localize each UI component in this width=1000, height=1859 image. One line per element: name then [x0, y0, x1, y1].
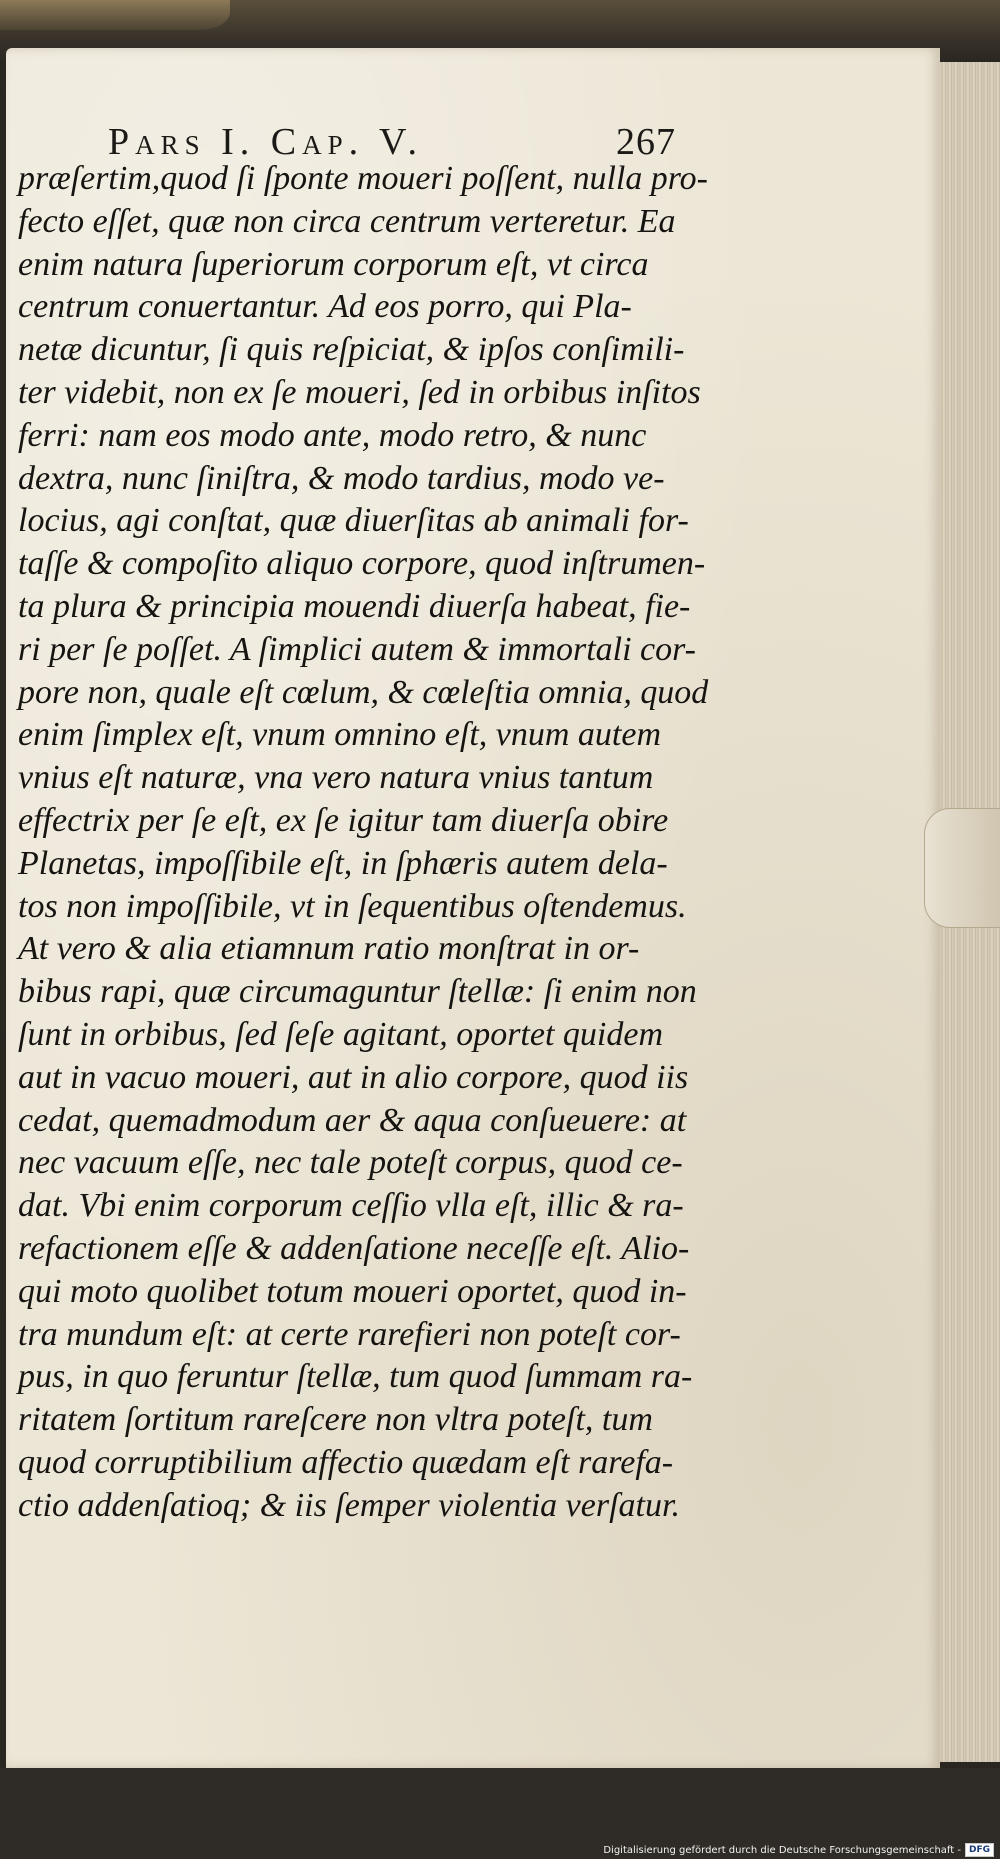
- text-line: ſunt in orbibus, ſed ſeſe agitant, oportet quidem: [18, 1015, 664, 1053]
- running-title: Pars I. Cap. V.: [108, 121, 424, 163]
- page-tab-marker: [924, 808, 1000, 928]
- text-line: qui moto quolibet totum moueri oportet, quod in-: [18, 1272, 687, 1310]
- digitization-note: Digitalisierung gefördert durch die Deutsche Forschungsgemeinschaft -: [603, 1844, 961, 1856]
- text-line: præſertim,quod ſi ſponte moueri poſſent, nulla pro-: [18, 160, 708, 197]
- text-line: ctio addenſatioq; & iis ſemper violentia verſatur.: [18, 1486, 680, 1524]
- text-line: cedat, quemadmodum aer & aqua conſueuere: at: [18, 1101, 687, 1139]
- text-line: fecto eſſet, quæ non circa centrum verteretur. Ea: [18, 202, 676, 240]
- text-line: dextra, nunc ſiniſtra, & modo tardius, modo ve-: [18, 459, 665, 497]
- text-line: locius, agi conſtat, quæ diuerſitas ab animali for-: [18, 502, 689, 540]
- dfg-logo-icon: DFG: [965, 1843, 994, 1857]
- text-line: refactionem eſſe & addenſatione neceſſe eſt. Alio-: [18, 1229, 690, 1267]
- text-line: ri per ſe poſſet. A ſimplici autem & immortali cor-: [18, 630, 697, 668]
- text-line: enim ſimplex eſt, vnum omnino eſt, vnum autem: [18, 716, 662, 754]
- text-line: nec vacuum eſſe, nec tale poteſt corpus, quod ce-: [18, 1144, 683, 1182]
- text-line: ferri: nam eos modo ante, modo retro, & nunc: [18, 416, 647, 454]
- text-line: effectrix per ſe eſt, ex ſe igitur tam diuerſa obire: [18, 801, 669, 839]
- text-line: ter videbit, non ex ſe moueri, ſed in orbibus inſitos: [18, 373, 701, 411]
- text-line: taſſe & compoſito aliquo corpore, quod inſtrumen-: [18, 545, 706, 583]
- text-line: quod corruptibilium affectio quædam eſt rarefa-: [18, 1443, 674, 1481]
- text-line: vnius eſt naturæ, vna vero natura vnius tantum: [18, 759, 654, 797]
- page-number: 267: [616, 121, 676, 163]
- text-line: pus, in quo feruntur ſtellæ, tum quod ſummam ra-: [18, 1358, 693, 1396]
- text-line: bibus rapi, quæ circumaguntur ſtellæ: ſi enim non: [18, 973, 697, 1011]
- text-line: Planetas, impoſſibile eſt, in ſphæris autem dela-: [18, 844, 668, 882]
- body-text: [18, 158, 708, 1528]
- text-line: ritatem ſortitum rareſcere non vltra poteſt, tum: [18, 1401, 653, 1439]
- text-line: centrum conuertantur. Ad eos porro, qui Pla-: [18, 288, 632, 326]
- text-line: enim natura ſuperiorum corporum eſt, vt circa: [18, 245, 649, 283]
- previous-page-fold: [0, 0, 230, 30]
- text-line: tos non impoſſibile, vt in ſequentibus oſtendemus.: [18, 887, 687, 925]
- text-line: ta plura & principia mouendi diuerſa habeat, fie-: [18, 587, 691, 625]
- digitization-credit: [603, 1843, 994, 1857]
- text-line: pore non, quale eſt cœlum, & cœleſtia omnia, quod: [18, 673, 709, 711]
- text-line: aut in vacuo moueri, aut in alio corpore, quod iis: [18, 1058, 689, 1096]
- text-line: At vero & alia etiamnum ratio monſtrat in or-: [18, 930, 640, 968]
- text-line: netæ dicuntur, ſi quis reſpiciat, & ipſos conſimili-: [18, 331, 685, 369]
- text-line: tra mundum eſt: at certe rarefieri non poteſt cor-: [18, 1315, 681, 1353]
- text-line: dat. Vbi enim corporum ceſſio vlla eſt, illic & ra-: [18, 1187, 684, 1225]
